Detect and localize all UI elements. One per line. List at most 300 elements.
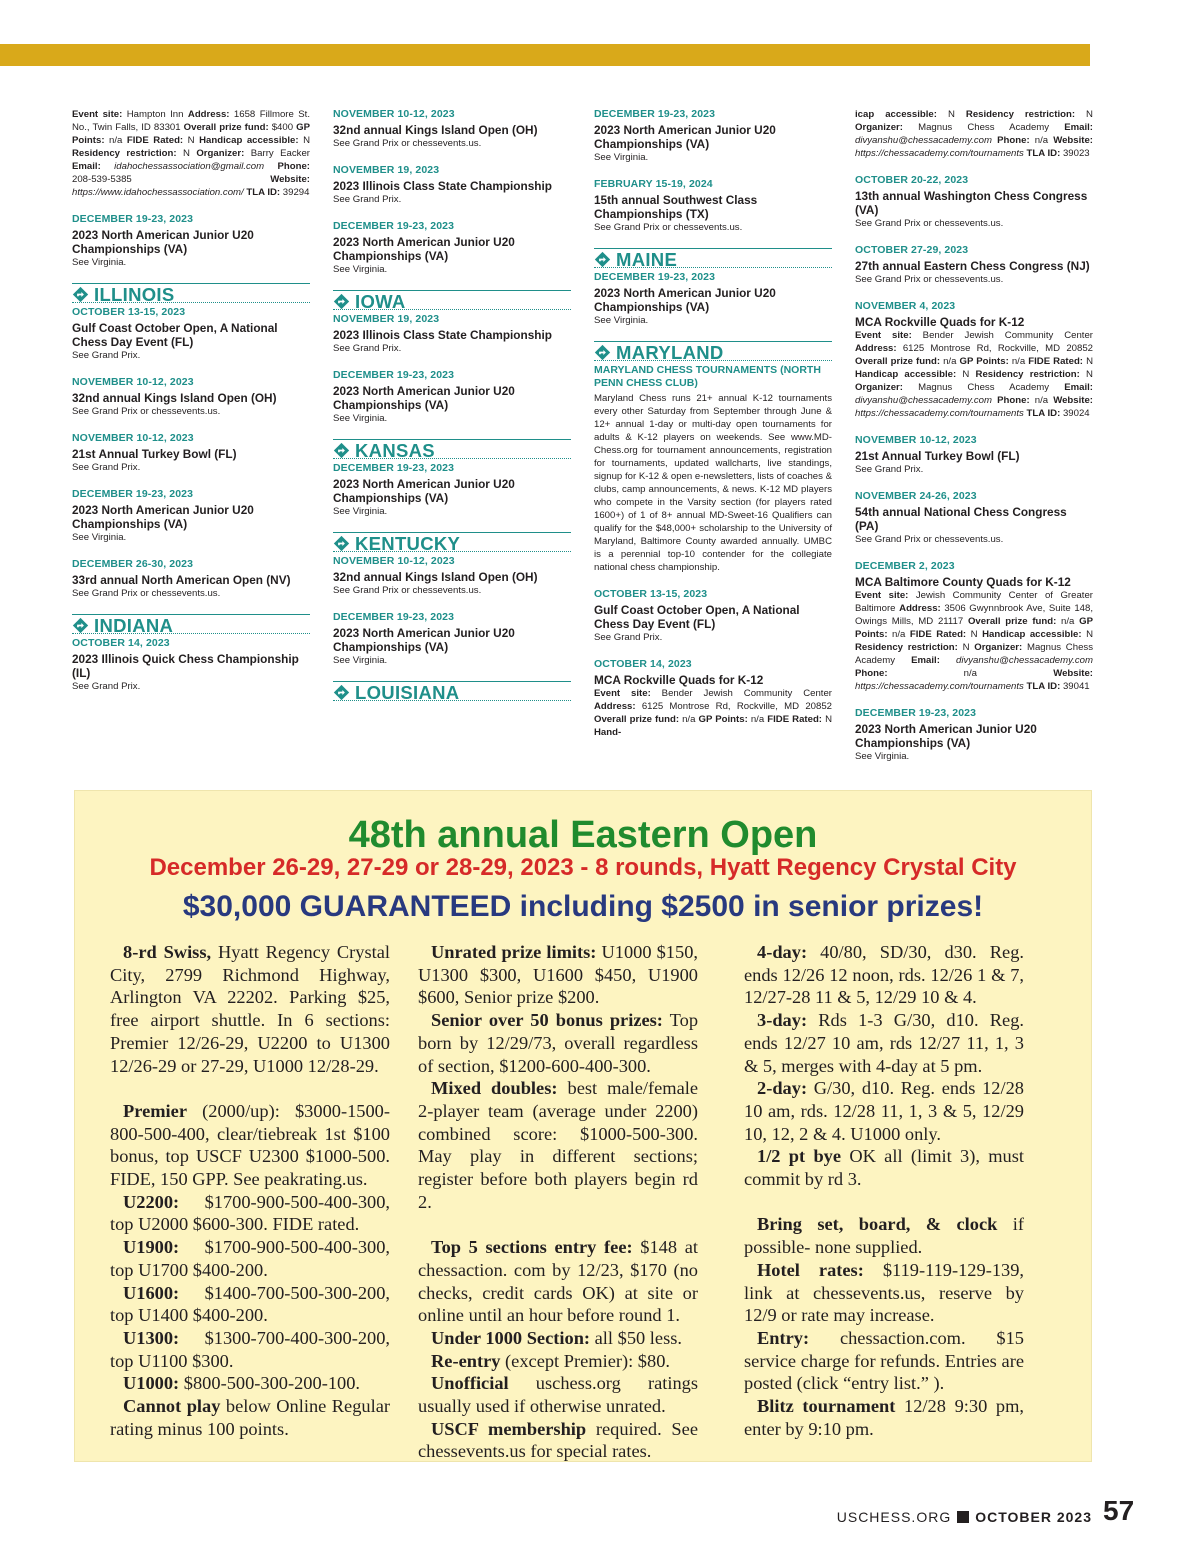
- event-title: 33rd annual North American Open (NV): [72, 573, 291, 587]
- footer-site: USCHESS.ORG: [836, 1509, 952, 1525]
- field-label: GP Points:: [855, 616, 1093, 640]
- ad-text: G/30, d10. Reg. ends 12/28 10 am, rds. 12/28 11, 1, 3 & 5, 12/29 10, 12, 2 & 4. U1000 only.: [744, 1078, 1024, 1144]
- footer-issue: OCTOBER 2023: [975, 1509, 1092, 1525]
- field-label: Phone:: [855, 668, 888, 679]
- column-2: [333, 108, 571, 704]
- ad-paragraph: [744, 1009, 1024, 1077]
- field-label: Overall prize fund:: [855, 356, 941, 367]
- field-label: Residency restriction:: [72, 148, 177, 159]
- state-name: ILLINOIS: [94, 283, 175, 305]
- event-date: NOVEMBER 10-12, 2023: [72, 432, 194, 444]
- event-date: OCTOBER 14, 2023: [594, 658, 692, 670]
- event-listing: [855, 707, 1093, 763]
- event-title: 27th annual Eastern Chess Congress (NJ): [855, 259, 1090, 273]
- event-date: DECEMBER 19-23, 2023: [855, 707, 977, 719]
- ad-label: 2-day:: [757, 1078, 808, 1099]
- ad-column-3: [744, 941, 1024, 1440]
- field-label: Address:: [899, 603, 941, 614]
- event-note: See Grand Prix.: [72, 462, 141, 473]
- ad-paragraph: [744, 1395, 1024, 1440]
- event-info: [855, 589, 1093, 693]
- field-label: Email:: [1064, 382, 1093, 393]
- event-date: NOVEMBER 10-12, 2023: [333, 108, 455, 120]
- event-note: See Virginia.: [72, 532, 127, 543]
- field-label: Address:: [187, 109, 230, 120]
- ad-label: U2200:: [123, 1191, 180, 1212]
- ad-text: Rds 1-3 G/30, d10. Reg. ends 12/27 10 am, rds 12/27 11, 1, 3 & 5, merges with 4-day at 5 pm.: [744, 1010, 1024, 1076]
- event-note: See Grand Prix or chessevents.us.: [72, 406, 221, 417]
- column-3: [594, 108, 832, 753]
- field-value: idahochessassociation@gmail.com: [100, 161, 278, 172]
- field-label: FIDE Rated:: [909, 629, 967, 640]
- state-header-illinois: [72, 283, 310, 303]
- field-label: TLA ID:: [1026, 681, 1061, 692]
- field-value: Jewish Community Center of Greater Baltimore: [855, 590, 1093, 614]
- directional-sign-icon: [333, 535, 350, 552]
- event-title: MCA Rockville Quads for K-12: [594, 673, 764, 687]
- field-value: Barry Eacker: [244, 148, 310, 159]
- field-value: N: [966, 629, 983, 640]
- event-date: NOVEMBER 4, 2023: [855, 300, 956, 312]
- ad-text: (2000/up): $3000-1500-800-500-400, clear/tiebreak 1st $100 bonus, top USCF U2300 $1000-500. FIDE, 150 GPP. See peakrating.us.: [110, 1100, 390, 1190]
- field-value: N: [1081, 629, 1094, 640]
- field-value: n/a: [1056, 616, 1080, 627]
- field-value: N: [1083, 356, 1093, 367]
- ad-label: Cannot play: [123, 1396, 221, 1417]
- field-value: Magnus Chess Academy: [855, 642, 1093, 666]
- field-label: Residency restriction:: [965, 109, 1076, 120]
- ad-text: best male/female 2-player team (average under 2200) combined score: $1000-500-300. May play in different sections; register before both players begin rd 2.: [418, 1078, 698, 1212]
- event-title: 13th annual Washington Chess Congress (VA): [855, 189, 1088, 217]
- ad-paragraph: [744, 1077, 1024, 1145]
- page-number: 57: [1103, 1495, 1135, 1526]
- field-label: Event site:: [855, 590, 909, 601]
- ad-paragraph: [418, 941, 698, 1009]
- event-listing: [333, 555, 571, 597]
- field-label: TLA ID:: [246, 187, 281, 198]
- column-1: [72, 108, 310, 707]
- event-note: See Virginia.: [594, 315, 649, 326]
- field-label: Phone:: [997, 395, 1030, 406]
- event-title: 21st Annual Turkey Bowl (FL): [855, 449, 1020, 463]
- event-note: See Grand Prix or chessevents.us.: [594, 222, 743, 233]
- event-date: OCTOBER 20-22, 2023: [855, 174, 969, 186]
- ad-column-1: [110, 941, 390, 1440]
- field-value: divyanshu@chessacademy.com: [855, 395, 998, 406]
- club-heading: MARYLAND CHESS TOURNAMENTS (NORTH PENN CHESS CLUB): [594, 364, 821, 389]
- ad-text: (except Premier): $80.: [500, 1350, 670, 1371]
- field-value: n/a: [1029, 135, 1054, 146]
- field-label: Address:: [594, 701, 636, 712]
- top-color-bar: [0, 44, 1090, 66]
- event-title: 2023 North American Junior U20 Championships (VA): [333, 626, 515, 654]
- event-date: DECEMBER 19-23, 2023: [594, 271, 716, 283]
- ad-label: U1600:: [123, 1282, 180, 1303]
- event-date: NOVEMBER 10-12, 2023: [333, 555, 455, 567]
- field-label: Overall prize fund:: [183, 122, 269, 133]
- ad-label: Hotel rates:: [757, 1259, 864, 1280]
- state-name: LOUISIANA: [355, 681, 460, 703]
- ad-text: uschess.org ratings usually used if otherwise unrated.: [418, 1373, 698, 1417]
- field-value: n/a: [940, 356, 960, 367]
- event-listing: [855, 174, 1093, 230]
- field-label: GP Points:: [959, 356, 1009, 367]
- field-value: N: [183, 135, 200, 146]
- event-title: 2023 North American Junior U20 Championships (VA): [594, 123, 776, 151]
- event-note: See Grand Prix or chessevents.us.: [855, 274, 1004, 285]
- event-listing: [855, 560, 1093, 693]
- field-value: N: [1075, 109, 1093, 120]
- ad-text: U1000 $150, U1300 $300, U1600 $450, U1900 $600, Senior prize $200.: [418, 942, 698, 1008]
- field-value: Hampton Inn: [122, 109, 188, 120]
- event-date: DECEMBER 19-23, 2023: [333, 462, 455, 474]
- event-note: See Grand Prix.: [333, 194, 402, 205]
- ad-label: Top 5 sections entry fee:: [431, 1237, 633, 1258]
- field-value: $400: [268, 122, 297, 133]
- field-label: Organizer:: [974, 642, 1023, 653]
- field-value: n/a: [104, 135, 127, 146]
- field-value: 6125 Montrose Rd, Rockville, MD 20852: [635, 701, 832, 712]
- event-listing: [333, 611, 571, 667]
- eastern-open-ad: [74, 790, 1092, 1462]
- ad-text: if possible- none supplied.: [744, 1214, 1024, 1258]
- field-label: Website:: [270, 174, 310, 185]
- event-note: See Virginia.: [333, 413, 388, 424]
- field-value: Bender Jewish Community Center: [650, 688, 832, 699]
- event-date: OCTOBER 13-15, 2023: [72, 306, 186, 318]
- ad-paragraph: [418, 1327, 698, 1350]
- ad-text: all $50 less.: [590, 1327, 682, 1348]
- ad-text: $148 at chessaction. com by 12/23, $170 (no checks, credit cards OK) at site or online until an hour before round 1.: [418, 1237, 698, 1326]
- field-value: N: [957, 642, 975, 653]
- ad-label: U1900:: [123, 1237, 180, 1258]
- event-note: See Grand Prix or chessevents.us.: [855, 218, 1004, 229]
- field-value: n/a: [887, 668, 1054, 679]
- event-title: 2023 North American Junior U20 Championships (VA): [333, 477, 515, 505]
- field-value: 3506 Gwynnbrook Ave, Suite 148, Owings Mills, MD 21117: [855, 603, 1094, 627]
- event-listing: [594, 271, 832, 327]
- ad-paragraph: [418, 1350, 698, 1373]
- event-date: DECEMBER 26-30, 2023: [72, 558, 194, 570]
- event-note: See Virginia.: [333, 506, 388, 517]
- ad-label: 4-day:: [757, 942, 808, 962]
- event-date: DECEMBER 19-23, 2023: [333, 220, 455, 232]
- event-title: MCA Baltimore County Quads for K-12: [855, 575, 1071, 589]
- event-listing: [594, 178, 832, 234]
- event-date: DECEMBER 19-23, 2023: [72, 213, 194, 225]
- field-value: N: [176, 148, 197, 159]
- ad-paragraph: [418, 1418, 698, 1463]
- ad-text: $1400-700-500-300-200, top U1400 $400-200.: [110, 1282, 390, 1326]
- field-label: Email:: [1064, 122, 1093, 133]
- event-date: OCTOBER 14, 2023: [72, 637, 170, 649]
- event-date: OCTOBER 27-29, 2023: [855, 244, 969, 256]
- club-description: Maryland Chess runs 21+ annual K-12 tournaments every other Saturday from September through June & 12+ annual 1-day or multi-day open tournaments for adults & K-12 players on weekends. See www.MD-Chess.org for tournament announcements, registration for tournaments, updated wallcharts, live standings, signup for K-12 & open e-newsletters, lists of coaches & clubs, camp announcements, & news. K-12 MD players who compete in the Varsity section (for players rated 1600+) of 1 of 8+ annual MD-Sweet-16 Qualifiers can qualify for the $48,000+ scholarship to the University of Maryland, Baltimore County awarded annually. UMBC is a perennial top-10 contender for the collegiate national chess championship.: [594, 393, 832, 573]
- ad-label: Blitz tournament: [757, 1396, 896, 1417]
- event-listing: [855, 490, 1093, 546]
- event-listing: [72, 488, 310, 544]
- state-name: KENTUCKY: [355, 532, 461, 554]
- event-note: See Grand Prix.: [594, 632, 663, 643]
- field-label: GP Points:: [72, 122, 310, 146]
- state-header-iowa: [333, 290, 571, 310]
- field-value: Bender Jewish Community Center: [911, 330, 1093, 341]
- event-title: MCA Rockville Quads for K-12: [855, 315, 1025, 329]
- state-header-louisiana: [333, 681, 571, 701]
- event-date: FEBRUARY 15-19, 2024: [594, 178, 713, 190]
- event-date: OCTOBER 13-15, 2023: [594, 588, 708, 600]
- event-date: NOVEMBER 10-12, 2023: [855, 434, 977, 446]
- field-value: n/a: [747, 714, 768, 725]
- event-note: See Grand Prix or chessevents.us.: [855, 534, 1004, 545]
- event-listing: [855, 300, 1093, 420]
- ad-paragraph: [418, 1372, 698, 1417]
- ad-text: Hyatt Regency Crystal City, 2799 Richmond Highway, Arlington VA 22202. Parking $25, free airport shuttle. In 6 sections: Premier 12/26-29, U2200 to U1300 12/26-29 or 27-29, U1000 12/28-29.: [110, 942, 390, 1076]
- field-label: Website:: [1053, 135, 1094, 146]
- field-value: n/a: [887, 629, 910, 640]
- event-note: See Virginia.: [855, 751, 910, 762]
- event-title: 32nd annual Kings Island Open (OH): [333, 123, 538, 137]
- event-note: See Virginia.: [333, 264, 388, 275]
- ad-label: Unofficial: [431, 1373, 509, 1394]
- directional-sign-icon: [333, 442, 350, 459]
- event-title: Gulf Coast October Open, A National Chess Day Event (FL): [594, 603, 800, 631]
- event-note: See Virginia.: [72, 257, 127, 268]
- event-listing: [333, 462, 571, 518]
- field-value: N: [1079, 369, 1093, 380]
- square-bullet-icon: [957, 1511, 969, 1523]
- directional-sign-icon: [333, 684, 350, 701]
- event-title: 2023 Illinois Quick Chess Championship (IL): [72, 652, 299, 680]
- field-value: https://chessacademy.com/tournaments: [855, 681, 1027, 692]
- event-title: 2023 North American Junior U20 Championships (VA): [72, 228, 254, 256]
- event-date: DECEMBER 2, 2023: [855, 560, 955, 572]
- event-date: NOVEMBER 19, 2023: [333, 164, 440, 176]
- ad-text: $1300-700-400-300-200, top U1100 $300.: [110, 1327, 390, 1371]
- ad-paragraph: [110, 941, 390, 1077]
- ad-text: required. See chessevents.us for special rates.: [418, 1418, 698, 1462]
- field-label: Residency restriction:: [975, 369, 1080, 380]
- ad-text: chessaction.com. $15 service charge for refunds. Entries are posted (click “entry list.” ).: [744, 1327, 1024, 1394]
- state-header-maine: [594, 248, 832, 268]
- ad-paragraph: [744, 1327, 1024, 1395]
- field-value: Magnus Chess Academy: [902, 382, 1065, 393]
- event-listing: [333, 313, 571, 355]
- field-value: 39041: [1060, 681, 1090, 692]
- event-title: 32nd annual Kings Island Open (OH): [333, 570, 538, 584]
- ad-label: U1000:: [123, 1373, 180, 1394]
- ad-paragraph: [418, 1236, 698, 1327]
- field-value: 39024: [1060, 408, 1090, 419]
- event-date: DECEMBER 19-23, 2023: [333, 369, 455, 381]
- ad-paragraph: [744, 941, 1024, 1009]
- ad-paragraph: [744, 1213, 1024, 1258]
- ad-paragraph: [744, 1145, 1024, 1190]
- event-date: DECEMBER 19-23, 2023: [72, 488, 194, 500]
- field-value: n/a: [1008, 356, 1029, 367]
- field-label: FIDE Rated:: [1028, 356, 1083, 367]
- field-label: Residency restriction:: [855, 642, 958, 653]
- ad-paragraph: [110, 1372, 390, 1395]
- field-label: Email:: [72, 161, 101, 172]
- event-date: DECEMBER 19-23, 2023: [333, 611, 455, 623]
- event-listing: [72, 213, 310, 269]
- event-listing: [72, 432, 310, 474]
- field-value: N: [936, 109, 966, 120]
- ad-label: USCF membership: [431, 1418, 587, 1439]
- field-label: GP Points:: [698, 714, 748, 725]
- state-header-indiana: [72, 614, 310, 634]
- ad-label: Premier: [123, 1100, 187, 1121]
- event-title: 15th annual Southwest Class Championships (TX): [594, 193, 758, 221]
- ad-paragraph: [418, 1009, 698, 1077]
- field-label: Hand-: [594, 727, 622, 738]
- field-value: 6125 Montrose Rd, Rockville, MD 20852: [896, 343, 1093, 354]
- field-value: Magnus Chess Academy: [902, 122, 1065, 133]
- ad-label: 3-day:: [757, 1010, 808, 1031]
- event-title: 2023 North American Junior U20 Championships (VA): [72, 503, 254, 531]
- state-name: MAINE: [616, 248, 678, 270]
- event-listing: [72, 306, 310, 362]
- ad-label: Bring set, board, & clock: [757, 1214, 998, 1235]
- event-date: NOVEMBER 19, 2023: [333, 313, 440, 325]
- ad-label: Senior over 50 bonus prizes:: [431, 1010, 663, 1031]
- event-listing: [594, 588, 832, 644]
- ad-paragraph: [110, 1395, 390, 1440]
- ad-label: 1/2 pt bye: [757, 1146, 842, 1167]
- ad-paragraph: [110, 1191, 390, 1236]
- event-info: [594, 687, 832, 739]
- field-label: Handicap accessible:: [982, 629, 1082, 640]
- directional-sign-icon: [72, 617, 89, 634]
- event-note: See Grand Prix or chessevents.us.: [333, 585, 482, 596]
- event-note: See Grand Prix.: [72, 350, 141, 361]
- field-label: Overall prize fund:: [967, 616, 1057, 627]
- field-label: Website:: [1053, 668, 1093, 679]
- ad-text: below Online Regular rating minus 100 points.: [110, 1396, 390, 1439]
- ad-paragraph: [110, 1282, 390, 1327]
- ad-label: Mixed doubles:: [431, 1078, 558, 1099]
- field-label: Phone:: [997, 135, 1030, 146]
- directional-sign-icon: [72, 286, 89, 303]
- field-label: TLA ID:: [1026, 408, 1061, 419]
- field-label: Handicap accessible:: [855, 369, 957, 380]
- event-listing: [594, 108, 832, 164]
- event-note: See Virginia.: [333, 655, 388, 666]
- ad-text: $1700-900-500-400-300, top U1700 $400-200.: [110, 1237, 390, 1280]
- field-label: TLA ID:: [1026, 148, 1061, 159]
- ad-text: OK all (limit 3), must commit by rd 3.: [744, 1146, 1024, 1190]
- event-title: 2023 Illinois Class State Championship: [333, 179, 552, 193]
- event-note: See Grand Prix.: [333, 343, 402, 354]
- ad-text: $1700-900-500-400-300, top U2000 $600-300. FIDE rated.: [110, 1191, 390, 1235]
- event-listing: [594, 658, 832, 739]
- event-note: See Grand Prix or chessevents.us.: [333, 138, 482, 149]
- ad-label: Entry:: [757, 1327, 810, 1348]
- field-value: N: [956, 369, 976, 380]
- field-value: N: [822, 714, 832, 725]
- field-label: Event site:: [72, 109, 123, 120]
- event-info: [855, 329, 1093, 420]
- ad-paragraph: [110, 1100, 390, 1191]
- field-value: 39294: [280, 187, 310, 198]
- field-value: 208-539-5385: [72, 174, 271, 185]
- event-note: See Grand Prix.: [72, 681, 141, 692]
- event-listing: [72, 376, 310, 418]
- field-label: Organizer:: [855, 382, 903, 393]
- idaho-event-info: [72, 108, 310, 199]
- event-listing: [72, 558, 310, 600]
- state-header-maryland: [594, 341, 832, 361]
- event-date: DECEMBER 19-23, 2023: [594, 108, 716, 120]
- field-value: https://www.idahochessassociation.com/: [72, 187, 247, 198]
- state-name: MARYLAND: [616, 341, 724, 363]
- event-title: 2023 North American Junior U20 Championships (VA): [333, 235, 515, 263]
- field-value: https://chessacademy.com/tournaments: [855, 408, 1027, 419]
- event-title: 2023 North American Junior U20 Championships (VA): [594, 286, 776, 314]
- event-listing: [855, 434, 1093, 476]
- event-note: See Virginia.: [594, 152, 649, 163]
- state-name: INDIANA: [94, 614, 174, 636]
- event-title: 2023 North American Junior U20 Championships (VA): [333, 384, 515, 412]
- event-date: NOVEMBER 10-12, 2023: [72, 376, 194, 388]
- directional-sign-icon: [333, 293, 350, 310]
- event-info-continued: [855, 108, 1093, 160]
- event-title: 2023 North American Junior U20 Championships (VA): [855, 722, 1037, 750]
- event-listing: [72, 637, 310, 693]
- directional-sign-icon: [594, 251, 611, 268]
- field-label: Organizer:: [196, 148, 245, 159]
- directional-sign-icon: [594, 344, 611, 361]
- field-label: Phone:: [277, 161, 310, 172]
- ad-title: 48th annual Eastern Open: [348, 814, 818, 856]
- event-title: 32nd annual Kings Island Open (OH): [72, 391, 277, 405]
- field-label: icap accessible:: [855, 109, 937, 120]
- state-header-kentucky: [333, 532, 571, 552]
- field-value: divyanshu@chessacademy.com: [939, 655, 1093, 666]
- field-value: 1658 Fillmore St. No., Twin Falls, ID 83301: [72, 109, 310, 133]
- ad-text: Top born by 12/29/73, overall regardless of section, $1200-600-400-300.: [418, 1010, 699, 1076]
- field-label: Overall prize fund:: [594, 714, 680, 725]
- field-label: Event site:: [594, 688, 651, 699]
- field-label: FIDE Rated:: [126, 135, 184, 146]
- ad-paragraph: [110, 1327, 390, 1372]
- field-label: Event site:: [855, 330, 912, 341]
- event-note: See Grand Prix.: [855, 464, 924, 475]
- ad-paragraph: [744, 1259, 1024, 1327]
- ad-label: U1300:: [123, 1327, 180, 1348]
- page-footer: [837, 1509, 1092, 1525]
- field-value: N: [298, 135, 311, 146]
- state-name: IOWA: [355, 290, 406, 312]
- field-label: Email:: [911, 655, 940, 666]
- ad-text: 40/80, SD/30, d30. Reg. ends 12/26 12 noon, rds. 12/26 1 & 7, 12/27-28 11 & 5, 12/29 10 & 4.: [744, 942, 1024, 1008]
- field-value: 39023: [1060, 148, 1090, 159]
- ad-label: Unrated prize limits:: [431, 942, 597, 962]
- field-value: divyanshu@chessacademy.com: [855, 135, 998, 146]
- event-note: See Grand Prix or chessevents.us.: [72, 588, 221, 599]
- state-header-kansas: [333, 439, 571, 459]
- field-label: Website:: [1053, 395, 1094, 406]
- field-value: n/a: [1029, 395, 1054, 406]
- event-title: 21st Annual Turkey Bowl (FL): [72, 447, 237, 461]
- event-date: NOVEMBER 24-26, 2023: [855, 490, 977, 502]
- field-label: Organizer:: [855, 122, 903, 133]
- state-name: KANSAS: [355, 439, 435, 461]
- ad-label: Re-entry: [431, 1350, 501, 1371]
- event-listing: [333, 220, 571, 276]
- event-listing: [333, 164, 571, 206]
